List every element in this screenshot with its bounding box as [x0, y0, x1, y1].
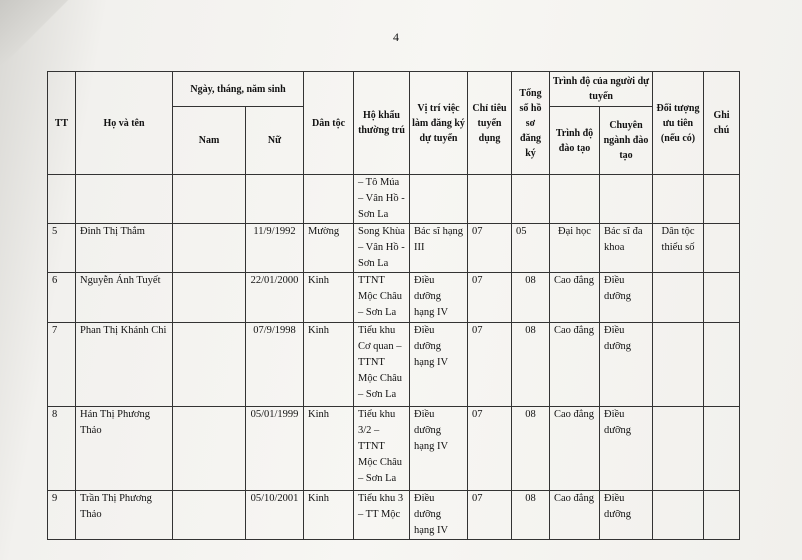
table-row [48, 273, 740, 323]
folded-corner [0, 0, 70, 80]
cell-dan-toc: Kinh [304, 407, 354, 491]
cell-ho-ten: Phan Thị Khánh Chi [76, 323, 173, 407]
cell-vi-tri: Điều dưỡng hạng IV [410, 273, 468, 323]
cell-ho-khau: Song Khùa – Vân Hồ - Sơn La [354, 224, 410, 273]
cell-ho-ten: Nguyễn Ánh Tuyết [76, 273, 173, 323]
cell-ho-khau: Tiểu khu 3/2 – TTNT Mộc Châu – Sơn La [354, 407, 410, 491]
cell-tong-so: 08 [512, 407, 550, 491]
cell-nam [173, 407, 246, 491]
cell-chuyen-nganh: Điều dưỡng [600, 323, 653, 407]
cell-nu: 07/9/1998 [246, 323, 304, 407]
cell-nu: 05/01/1999 [246, 407, 304, 491]
cell-ho-khau: Tiểu khu 3 – TT Mộc [354, 491, 410, 540]
cell-chuyen-nganh: Điều dưỡng [600, 273, 653, 323]
cell-vi-tri: Bác sĩ hạng III [410, 224, 468, 273]
cell-ho-ten: Đinh Thị Thắm [76, 224, 173, 273]
header-ngay-sinh: Ngày, tháng, năm sinh [173, 72, 304, 107]
cell-nam [173, 323, 246, 407]
cell-chuyen-nganh: Điều dưỡng [600, 407, 653, 491]
header-dan-toc: Dân tộc [304, 72, 354, 175]
cell-chuyen-nganh: Điều dưỡng [600, 491, 653, 540]
cell-ho-khau: Tiểu khu Cơ quan – TTNT Mộc Châu – Sơn La [354, 323, 410, 407]
cell-vi-tri: Điều dưỡng hạng IV [410, 407, 468, 491]
cell-ho-khau: TTNT Mộc Châu – Sơn La [354, 273, 410, 323]
cell-nu: 22/01/2000 [246, 273, 304, 323]
header-trinh-do: Trình độ của người dự tuyển [550, 72, 653, 107]
header-ghi-chu: Ghi chú [704, 72, 740, 175]
header-chuyen-nganh: Chuyên ngành đào tạo [600, 107, 653, 175]
cell-vi-tri: Điều dưỡng hạng IV [410, 491, 468, 540]
cell-trinh-do: Đại học [550, 224, 600, 273]
cell-ho-ten: Hán Thị Phương Thảo [76, 407, 173, 491]
header-nu: Nữ [246, 107, 304, 175]
cell-tt: 7 [48, 323, 76, 407]
header-tong-so: Tổng số hồ sơ đăng ký [512, 72, 550, 175]
cell-ho-khau: – Tô Múa – Vân Hồ - Sơn La [354, 175, 410, 224]
cell-tong-so: 08 [512, 273, 550, 323]
cell-tong-so: 08 [512, 323, 550, 407]
cell-doi-tuong [653, 273, 704, 323]
cell-trinh-do: Cao đẳng [550, 491, 600, 540]
cell-chuyen-nganh: Bác sĩ đa khoa [600, 224, 653, 273]
header-ho-ten: Họ và tên [76, 72, 173, 175]
continuation-row [48, 175, 740, 224]
header-vi-tri: Vị trí việc làm đăng ký dự tuyển [410, 72, 468, 175]
header-doi-tuong: Đối tượng ưu tiên (nếu có) [653, 72, 704, 175]
header-tt: TT [48, 72, 76, 175]
cell-doi-tuong: Dân tộc thiểu số [653, 224, 704, 273]
header-trinh-do-dao-tao: Trình độ đào tạo [550, 107, 600, 175]
cell-chi-tieu: 07 [468, 224, 512, 273]
cell-doi-tuong [653, 407, 704, 491]
cell-ghi-chu [704, 273, 740, 323]
header-ho-khau: Hộ khẩu thường trú [354, 72, 410, 175]
cell-chi-tieu: 07 [468, 323, 512, 407]
cell-nu: 05/10/2001 [246, 491, 304, 540]
cell-nam [173, 491, 246, 540]
cell-ghi-chu [704, 407, 740, 491]
table-row [48, 491, 740, 540]
table-row [48, 407, 740, 491]
table-body [48, 175, 740, 540]
header-chi-tieu: Chỉ tiêu tuyển dụng [468, 72, 512, 175]
cell-dan-toc: Kinh [304, 323, 354, 407]
cell-tt: 9 [48, 491, 76, 540]
cell-ho-ten: Trần Thị Phương Thảo [76, 491, 173, 540]
cell-dan-toc: Mường [304, 224, 354, 273]
cell-dan-toc: Kinh [304, 273, 354, 323]
cell-chi-tieu: 07 [468, 491, 512, 540]
cell-tong-so: 05 [512, 224, 550, 273]
cell-nam [173, 224, 246, 273]
cell-doi-tuong [653, 491, 704, 540]
cell-tt: 5 [48, 224, 76, 273]
header-nam: Nam [173, 107, 246, 175]
cell-nam [173, 273, 246, 323]
cell-tt: 8 [48, 407, 76, 491]
cell-chi-tieu: 07 [468, 407, 512, 491]
cell-doi-tuong [653, 323, 704, 407]
cell-trinh-do: Cao đẳng [550, 407, 600, 491]
cell-ghi-chu [704, 224, 740, 273]
cell-nu: 11/9/1992 [246, 224, 304, 273]
cell-trinh-do: Cao đẳng [550, 323, 600, 407]
cell-trinh-do: Cao đẳng [550, 273, 600, 323]
candidate-table [47, 71, 740, 540]
cell-dan-toc: Kinh [304, 491, 354, 540]
cell-ghi-chu [704, 491, 740, 540]
cell-tt: 6 [48, 273, 76, 323]
cell-tong-so: 08 [512, 491, 550, 540]
cell-vi-tri: Điều dưỡng hạng IV [410, 323, 468, 407]
page-number: 4 [393, 30, 399, 44]
cell-chi-tieu: 07 [468, 273, 512, 323]
table-row [48, 323, 740, 407]
cell-ghi-chu [704, 323, 740, 407]
table-row [48, 224, 740, 273]
